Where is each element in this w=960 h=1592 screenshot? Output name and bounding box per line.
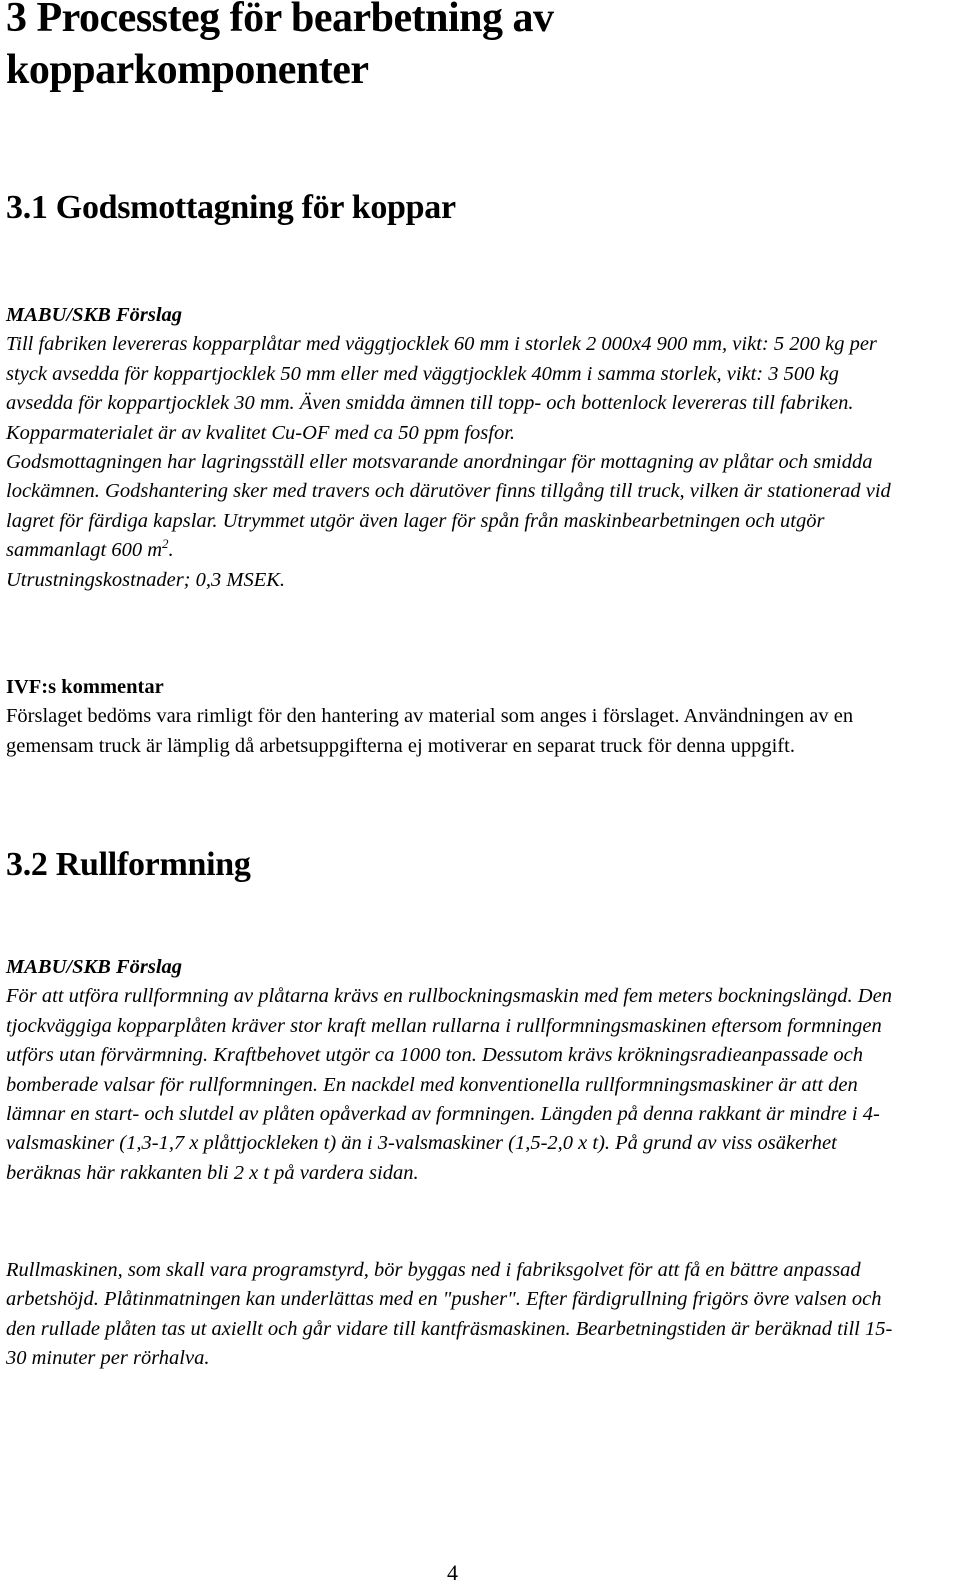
proposal-paragraph: För att utföra rullformning av plåtarna krävs en rullbockningsmaskin med fem meters bockningslängd. Den tjockväggiga kopparplåten kräver stor kraft mellan rullarna i rullformningsmaskinen eftersom formningen utförs utan förvärmning. Kraftbehovet utgör ca 1000 ton. Dessutom krävs krökningsradieanpassade och bomberade valsar för rullformningen. En nackdel med konventionella rullformningsmaskiner är att den lämnar en start- och slutdel av plåten opåverkad av formningen. Längden på denna rakkant är mindre i 4-valsmaskiner (1,3-1,7 x plåttjockleken t) än i 3-valsmaskiner (1,5-2,0 x t). På grund av viss osäkerhet beräknas här rakkanten bli 2 x t på vardera sidan. (6, 985, 892, 1184)
section-3-1-comment (6, 673, 901, 761)
proposal-text: . (168, 539, 174, 562)
comment-title: IVF:s kommentar (6, 676, 164, 698)
section-3-1-proposal (6, 301, 901, 595)
comment-paragraph: Förslaget bedöms vara rimligt för den hantering av material som anges i förslaget. Användningen av en gemensam truck är lämplig då arbetsuppgifterna ej motiverar en separat truck för denna uppgift. (6, 705, 854, 757)
proposal-text: Godsmottagningen har lagringsställ eller motsvarande anordningar för mottagning av plåtar och smidda lockämnen. Godshantering sker med travers och därutöver finns tillgång till truck, vilken är stationerad vid lagret för färdiga kapslar. Utrymmet utgör även lager för spån från maskinbearbetningen och utgör sammanlagt 600 m (6, 451, 891, 562)
page-number: 4 (447, 1560, 458, 1585)
cost-line: Utrustningskostnader; 0,3 MSEK. (6, 568, 286, 591)
section-3-2-proposal (6, 953, 901, 1188)
proposal-paragraph: Rullmaskinen, som skall vara programstyrd, bör byggas ned i fabriksgolvet för att få en bättre anpassad arbetshöjd. Plåtinmatningen kan underlättas med en "pusher". Efter färdigrullning frigörs övre valsen och den rullade plåten tas ut axiellt och går vidare till kantfräsmaskinen. Bearbetningstiden är beräknad till 15-30 minuter per rörhalva. (6, 1259, 893, 1370)
proposal-paragraph: Till fabriken levereras kopparplåtar med väggtjocklek 60 mm i storlek 2 000x4 900 mm, vikt: 5 200 kg per styck avsedda för koppartjocklek 50 mm eller med väggtjocklek 40mm i samma storlek, vikt: 3 500 kg avsedda för koppartjocklek 30 mm. Även smidda ämnen till topp- och bottenlock levereras till fabriken. Kopparmaterialet är av kvalitet Cu-OF med ca 50 ppm fosfor. (6, 333, 877, 444)
section-heading-3-2: 3.2 Rullformning (6, 846, 251, 883)
chapter-title: 3 Processteg för bearbetning av kopparkomponenter (6, 0, 554, 93)
section-heading-3-1: 3.1 Godsmottagning för koppar (6, 189, 456, 226)
proposal-paragraph (6, 448, 901, 566)
superscript: 2 (162, 536, 169, 552)
section-3-2-proposal-cont (6, 1256, 901, 1374)
proposal-title: MABU/SKB Förslag (6, 304, 183, 326)
proposal-title: MABU/SKB Förslag (6, 956, 183, 978)
